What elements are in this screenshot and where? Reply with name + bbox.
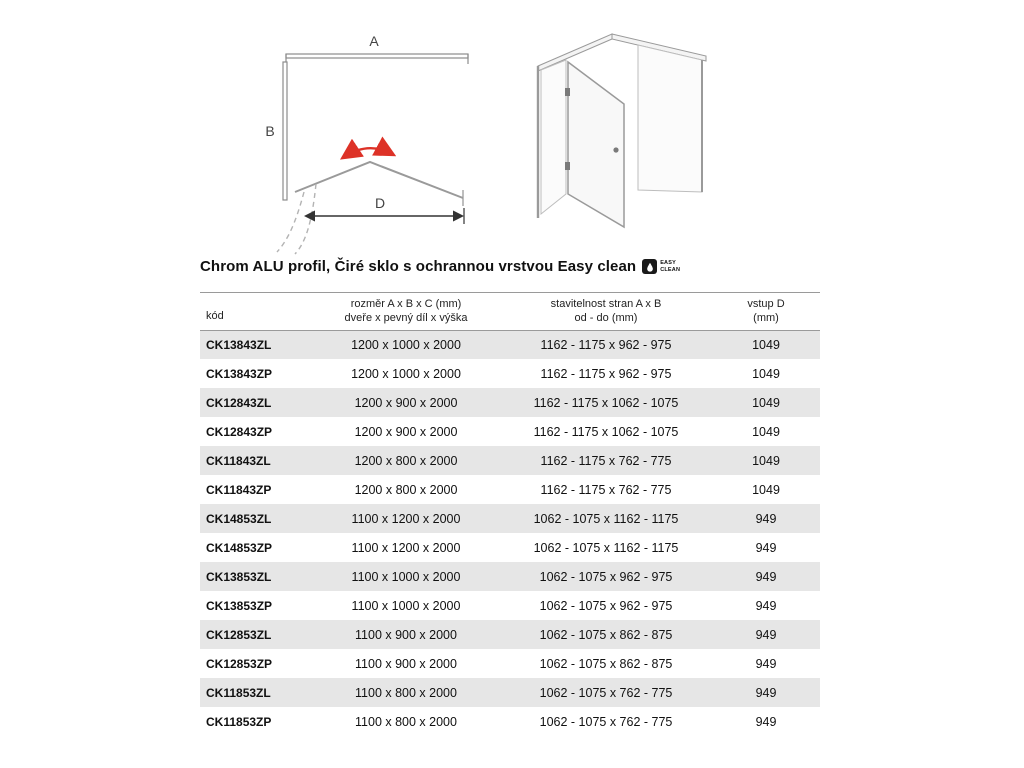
easy-clean-badge — [642, 259, 680, 274]
header-stavitelnost: stavitelnost stran A x B od - do (mm) — [500, 293, 712, 331]
code-cell: CK11853ZP — [206, 714, 272, 729]
spec-table-header — [200, 293, 820, 331]
value-cell: 1100 x 1000 x 2000 — [351, 598, 461, 613]
spec-table — [200, 292, 820, 736]
easy-clean-badge-text: EASY CLEAN — [660, 260, 681, 273]
door-swing-arrow-icon — [344, 148, 392, 157]
table-row — [200, 533, 820, 562]
door-handle-icon — [613, 147, 618, 152]
value-cell: 1062 - 1075 x 962 - 975 — [539, 598, 673, 613]
code-cell: CK11843ZL — [206, 453, 271, 468]
code-cell: CK11853ZL — [206, 685, 271, 700]
top-wall-profile — [286, 54, 468, 64]
value-cell: 1062 - 1075 x 1162 - 1175 — [533, 511, 679, 526]
hinge-icon — [565, 88, 570, 96]
table-row — [200, 649, 820, 678]
value-cell: 949 — [755, 598, 777, 613]
value-cell: 949 — [755, 656, 777, 671]
value-cell: 1162 - 1175 x 762 - 775 — [540, 453, 672, 468]
table-row — [200, 504, 820, 533]
value-cell: 1162 - 1175 x 1062 - 1075 — [533, 424, 679, 439]
table-row — [200, 591, 820, 620]
enclosure-3d-sketch — [538, 34, 706, 227]
value-cell: 1100 x 800 x 2000 — [355, 685, 457, 700]
hinge-icon — [565, 162, 570, 170]
water-drop-icon — [642, 259, 657, 274]
table-row — [200, 620, 820, 649]
dim-d-arrow — [306, 195, 464, 224]
value-cell: 1100 x 900 x 2000 — [355, 656, 457, 671]
iso-view-diagram — [530, 20, 720, 235]
code-cell: CK13853ZL — [206, 569, 272, 584]
top-view-diagram — [262, 30, 477, 265]
code-cell: CK12853ZP — [206, 656, 273, 671]
value-cell: 1100 x 900 x 2000 — [355, 627, 457, 642]
value-cell: 1200 x 800 x 2000 — [354, 482, 458, 497]
value-cell: 1062 - 1075 x 962 - 975 — [539, 569, 673, 584]
table-row — [200, 707, 820, 736]
spec-table-body — [200, 330, 820, 736]
table-row — [200, 417, 820, 446]
value-cell: 1100 x 800 x 2000 — [355, 714, 457, 729]
table-row — [200, 388, 820, 417]
value-cell: 1100 x 1200 x 2000 — [351, 511, 461, 526]
value-cell: 1162 - 1175 x 1062 - 1075 — [533, 395, 679, 410]
code-cell: CK13853ZP — [206, 598, 273, 613]
value-cell: 1062 - 1075 x 862 - 875 — [539, 627, 673, 642]
value-cell: 1049 — [752, 366, 780, 381]
header-vstup: vstup D (mm) — [712, 293, 820, 331]
title-row — [200, 258, 840, 275]
dim-label-a: A — [369, 33, 379, 49]
code-cell: CK13843ZP — [206, 366, 273, 381]
value-cell: 1200 x 1000 x 2000 — [351, 337, 461, 352]
value-cell: 1049 — [752, 424, 780, 439]
value-cell: 1049 — [752, 337, 780, 352]
value-cell: 1200 x 900 x 2000 — [354, 395, 458, 410]
value-cell: 1062 - 1075 x 1162 - 1175 — [533, 540, 679, 555]
code-cell: CK14853ZL — [206, 511, 272, 526]
code-cell: CK14853ZP — [206, 540, 273, 555]
table-row — [200, 359, 820, 388]
table-row — [200, 446, 820, 475]
page-title: Chrom ALU profil, Čiré sklo s ochrannou vrstvou Easy clean — [200, 258, 637, 275]
table-row — [200, 475, 820, 504]
value-cell: 1162 - 1175 x 962 - 975 — [540, 366, 672, 381]
value-cell: 1049 — [752, 453, 780, 468]
value-cell: 949 — [755, 714, 777, 729]
code-cell: CK12843ZL — [206, 395, 272, 410]
code-cell: CK12853ZL — [206, 627, 272, 642]
value-cell: 949 — [755, 627, 777, 642]
value-cell: 949 — [755, 685, 777, 700]
header-kod: kód — [200, 293, 312, 331]
value-cell: 1062 - 1075 x 862 - 875 — [539, 656, 673, 671]
value-cell: 1162 - 1175 x 762 - 775 — [540, 482, 672, 497]
value-cell: 949 — [755, 511, 777, 526]
value-cell: 1200 x 1000 x 2000 — [351, 366, 461, 381]
table-row — [200, 678, 820, 707]
table-row — [200, 562, 820, 591]
code-cell: CK13843ZL — [206, 337, 272, 352]
value-cell: 1062 - 1075 x 762 - 775 — [539, 685, 673, 700]
value-cell: 949 — [755, 540, 777, 555]
code-cell: CK12843ZP — [206, 424, 273, 439]
value-cell: 1100 x 1000 x 2000 — [351, 569, 461, 584]
value-cell: 1062 - 1075 x 762 - 775 — [539, 714, 673, 729]
dim-label-d: D — [374, 195, 386, 211]
table-row — [200, 330, 820, 359]
value-cell: 1100 x 1200 x 2000 — [351, 540, 461, 555]
dim-label-b: B — [265, 123, 275, 139]
header-rozmer: rozměr A x B x C (mm) dveře x pevný díl x výška — [312, 293, 500, 331]
value-cell: 1162 - 1175 x 962 - 975 — [540, 337, 672, 352]
left-wall-profile — [283, 62, 287, 200]
value-cell: 1049 — [752, 395, 780, 410]
value-cell: 1049 — [752, 482, 780, 497]
value-cell: 1200 x 900 x 2000 — [354, 424, 458, 439]
code-cell: CK11843ZP — [206, 482, 272, 497]
value-cell: 949 — [755, 569, 777, 584]
value-cell: 1200 x 800 x 2000 — [354, 453, 458, 468]
